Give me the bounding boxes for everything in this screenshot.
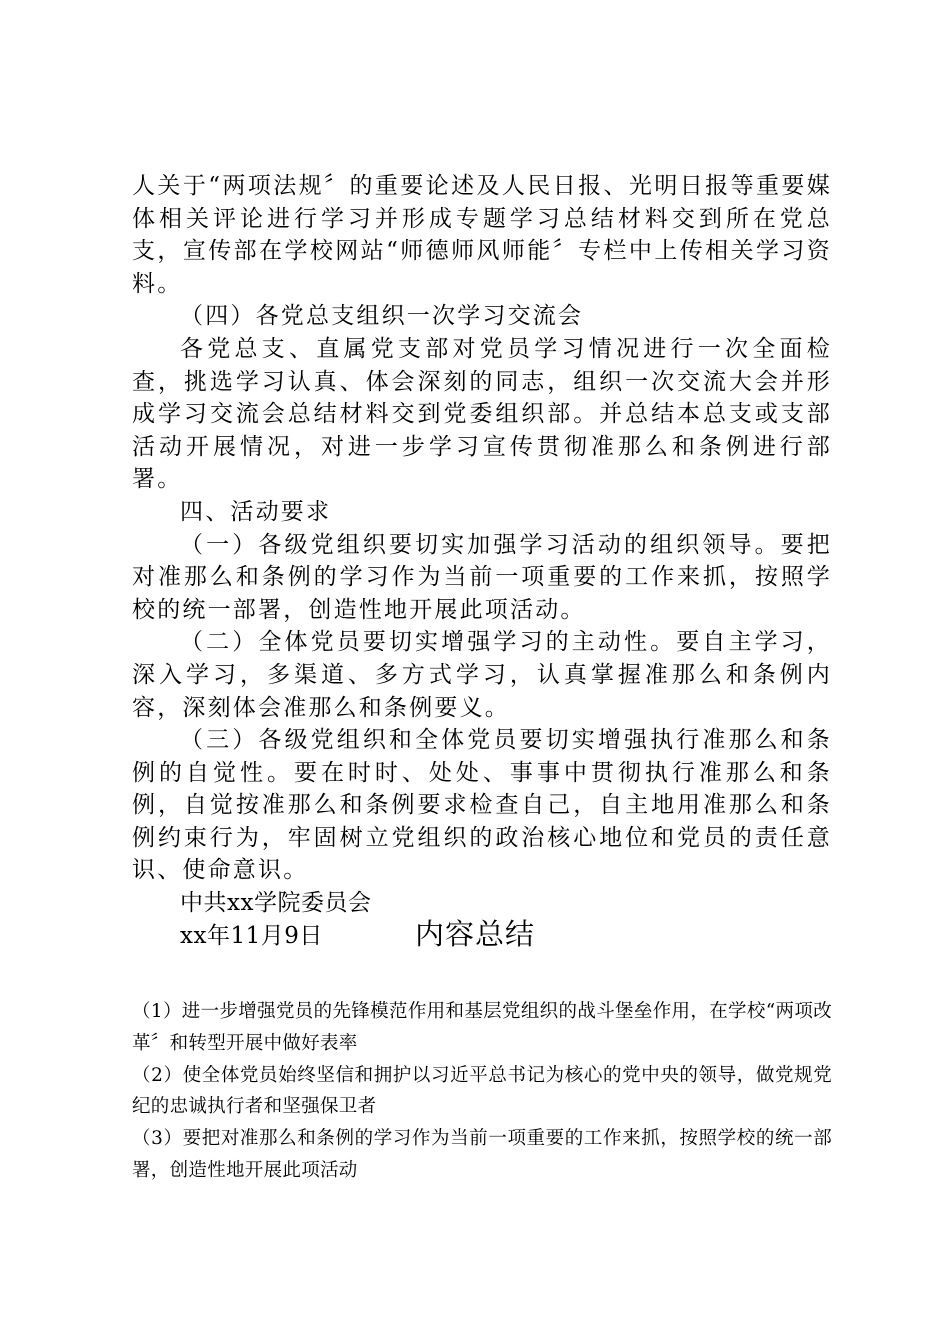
summary-item: （3）要把对准那么和条例的学习作为当前一项重要的工作来抓，按照学校的统一部署，创造性地开展此项活动: [132, 1128, 832, 1181]
summary-title: 内容总结: [414, 917, 535, 951]
document-body: [132, 170, 832, 952]
summary-list: [132, 996, 832, 1187]
paragraph: （三）各级党组织和全体党员要切实增强执行准那么和条例的自觉性。要在时时、处处、事事中贯彻执行准那么和条例，自觉按准那么和条例要求检查自己，自主地用准那么和条例约束行为，牢固树立党组织的政治核心地位和党员的责任意识、使命意识。: [132, 727, 832, 884]
section-heading: 四、活动要求: [180, 498, 332, 525]
signature-org: 中共xx学院委员会: [180, 890, 372, 917]
section-heading: （四）各党总支组织一次学习交流会: [180, 303, 584, 330]
paragraph: 人关于“两项法规〞的重要论述及人民日报、光明日报等重要媒体相关评论进行学习并形成专题学习总结材料交到所在党总支，宣传部在学校网站“师德师风师能〞专栏中上传相关学习资料。: [132, 173, 832, 297]
paragraph: （一）各级党组织要切实加强学习活动的组织领导。要把对准那么和条例的学习作为当前一项重要的工作来抓，按照学校的统一部署，创造性地开展此项活动。: [132, 531, 832, 623]
summary-item: （1）进一步增强党员的先锋模范作用和基层党组织的战斗堡垒作用，在学校“两项改革〞和转型开展中做好表率: [132, 1001, 832, 1054]
paragraph: （二）全体党员要切实增强学习的主动性。要自主学习，深入学习，多渠道、多方式学习，认真掌握准那么和条例内容，深刻体会准那么和条例要义。: [132, 629, 832, 721]
summary-item: （2）使全体党员始终坚信和拥护以习近平总书记为核心的党中央的领导，做党规党纪的忠诚执行者和坚强保卫者: [132, 1064, 832, 1118]
signature-date: xx年11月9日: [180, 922, 323, 949]
paragraph: 各党总支、直属党支部对党员学习情况进行一次全面检查，挑选学习认真、体会深刻的同志，组织一次交流大会并形成学习交流会总结材料交到党委组织部。并总结本总支或支部活动开展情况，对进一步学习宣传贯彻准那么和条例进行部署。: [132, 335, 832, 493]
